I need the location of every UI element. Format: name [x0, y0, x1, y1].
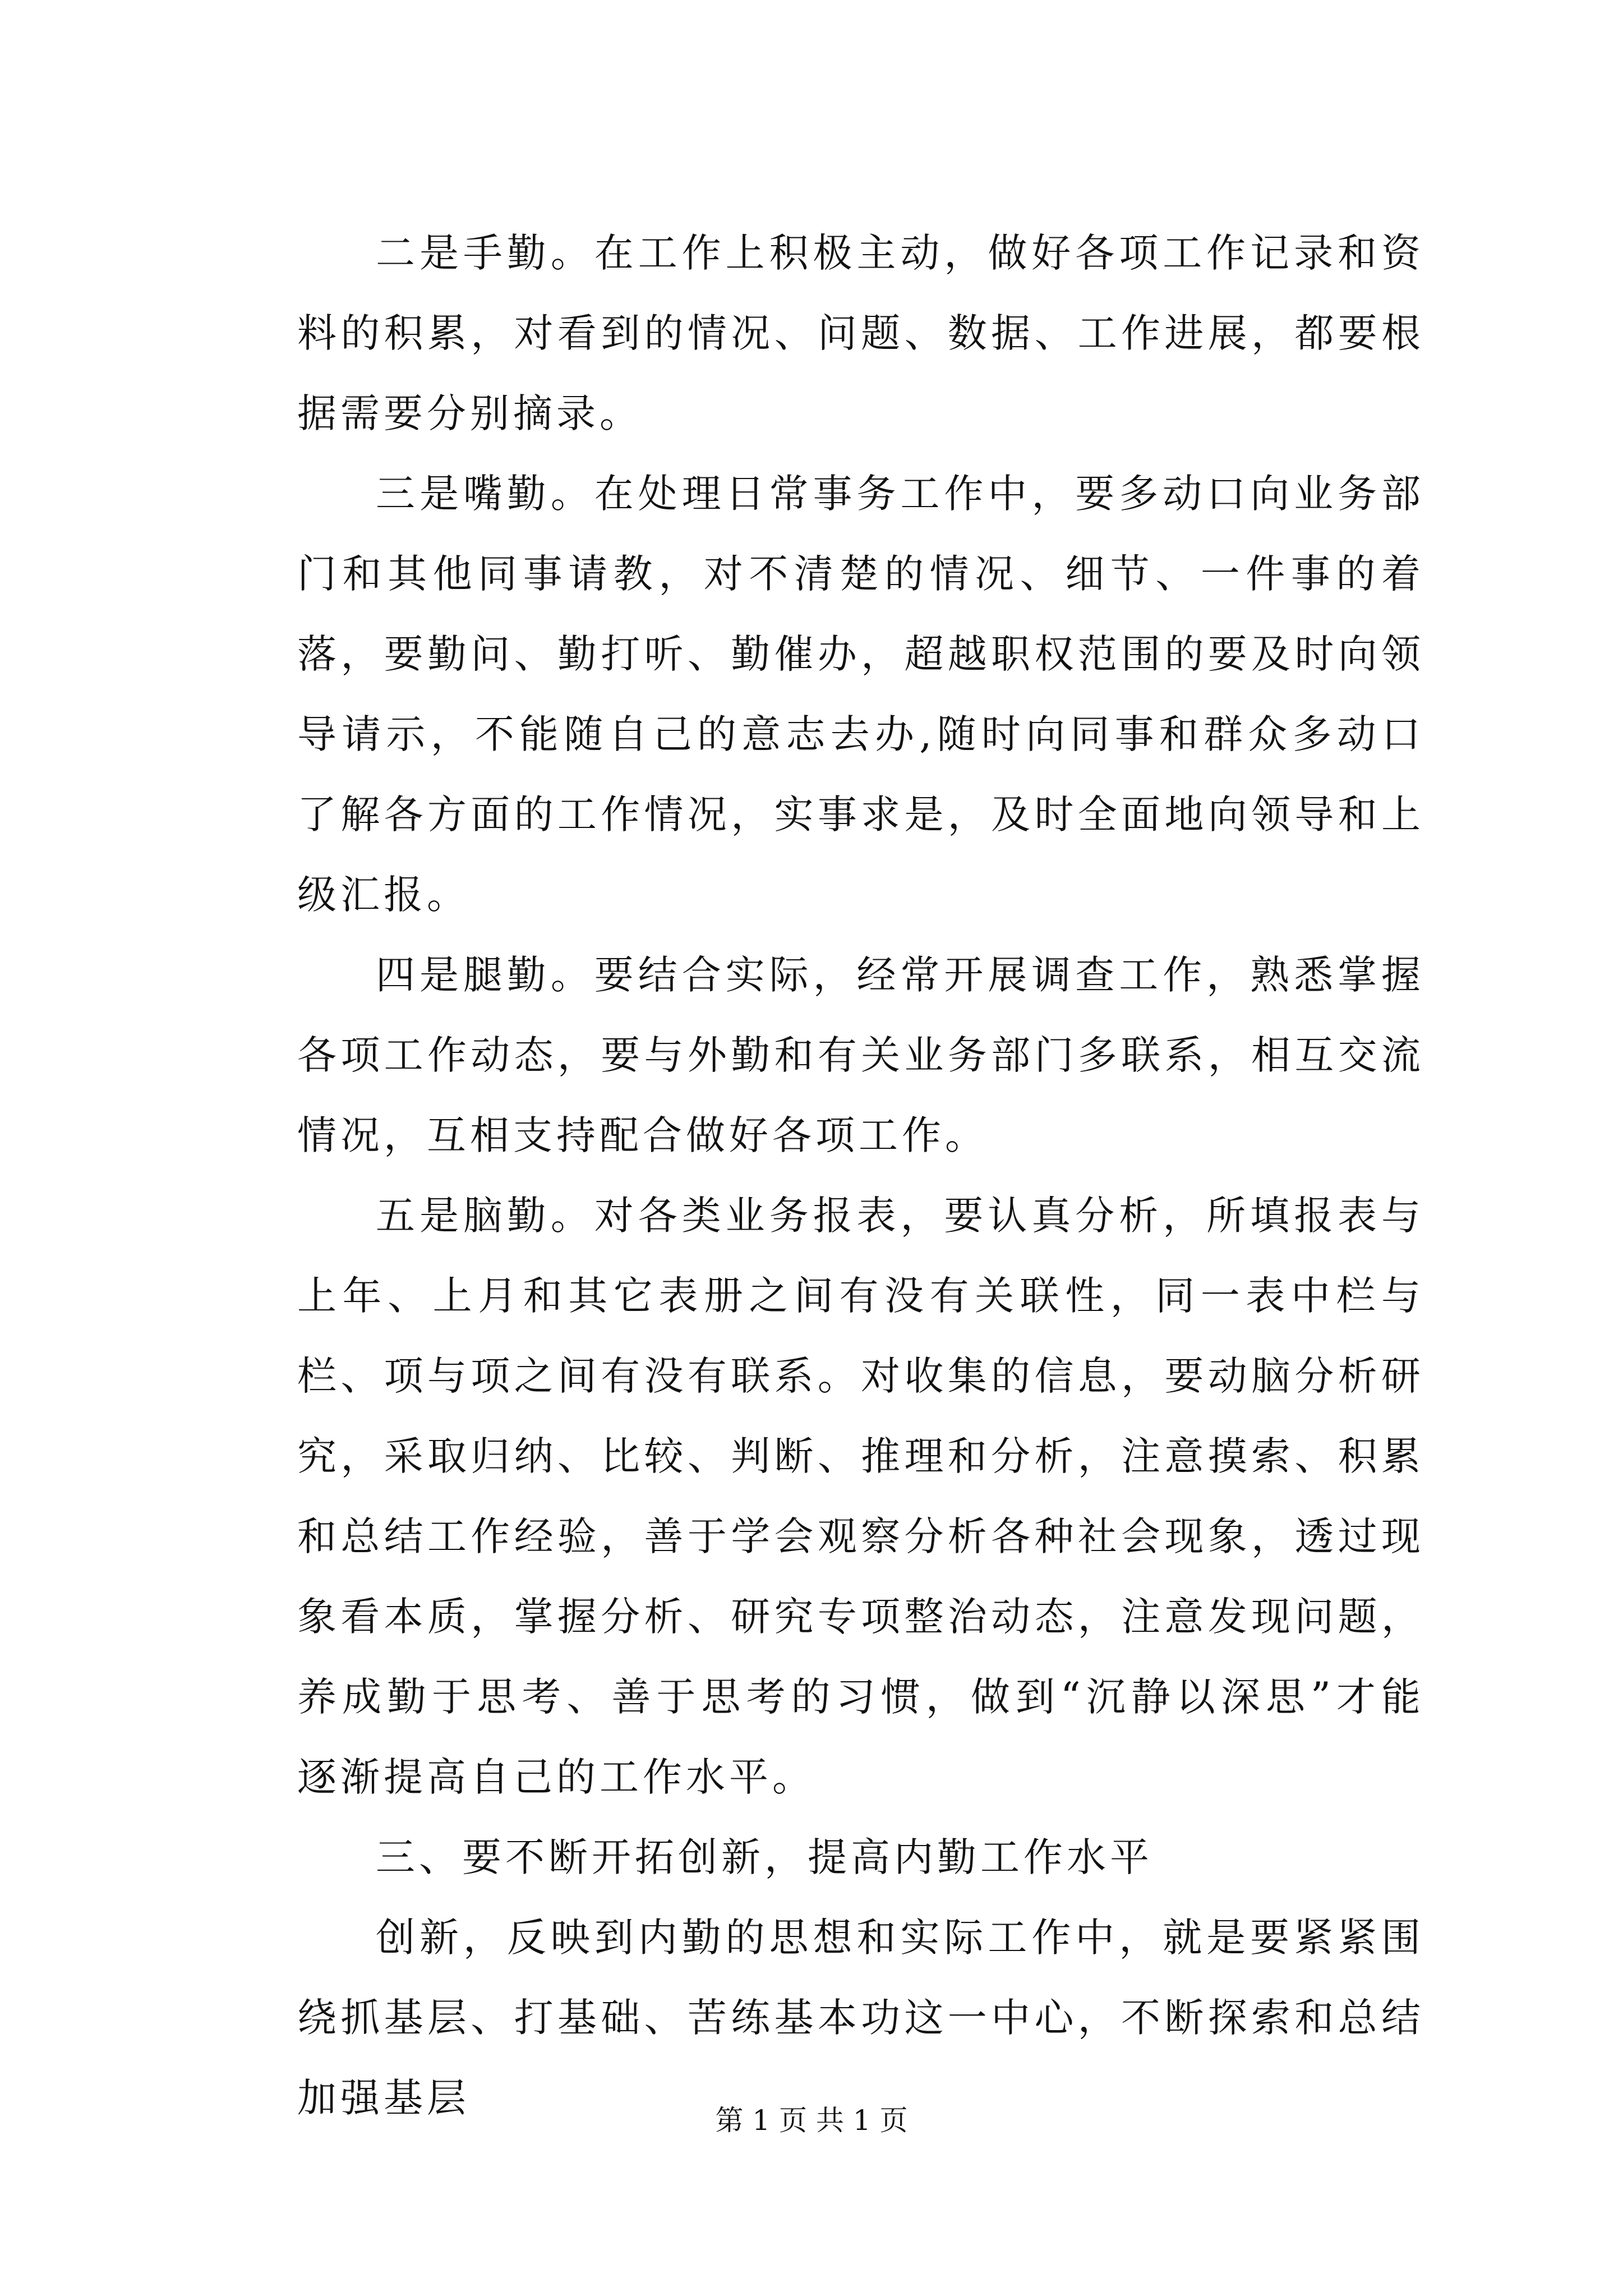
page-footer: 第 1 页 共 1 页 — [715, 2104, 908, 2137]
document-body — [297, 213, 1424, 2138]
paragraph-innovation: 创新，反映到内勤的思想和实际工作中，就是要紧紧围绕抓基层、打基础、苦练基本功这一中心，不断探索和总结加强基层 — [297, 1915, 1424, 2121]
section-heading-innovation: 三、要不断开拓创新，提高内勤工作水平 — [376, 1834, 1153, 1880]
paragraph-zui-qin: 三是嘴勤。在处理日常事务工作中，要多动口向业务部门和其他同事请教，对不清楚的情况、细节、一件事的着落，要勤问、勤打听、勤催办，超越职权范围的要及时向领导请示，不能随自己的意志去办,随时向同事和群众多动口了解各方面的工作情况，实事求是，及时全面地向领导和上级汇报。 — [297, 471, 1424, 918]
paragraph-tui-qin: 四是腿勤。要结合实际，经常开展调查工作，熟悉掌握各项工作动态，要与外勤和有关业务部门多联系，相互交流情况，互相支持配合做好各项工作。 — [297, 952, 1424, 1158]
paragraph-shou-qin: 二是手勤。在工作上积极主动，做好各项工作记录和资料的积累，对看到的情况、问题、数据、工作进展，都要根据需要分别摘录。 — [297, 230, 1424, 436]
paragraph-nao-qin: 五是脑勤。对各类业务报表，要认真分析，所填报表与上年、上月和其它表册之间有没有关联性，同一表中栏与栏、项与项之间有没有联系。对收集的信息，要动脑分析研究，采取归纳、比较、判断、推理和分析，注意摸索、积累和总结工作经验，善于学会观察分析各种社会现象，透过现象看本质，掌握分析、研究专项整治动态，注意发现问题，养成勤于思考、善于思考的习惯，做到“沉静以深思”才能逐渐提高自己的工作水平。 — [297, 1193, 1424, 1800]
